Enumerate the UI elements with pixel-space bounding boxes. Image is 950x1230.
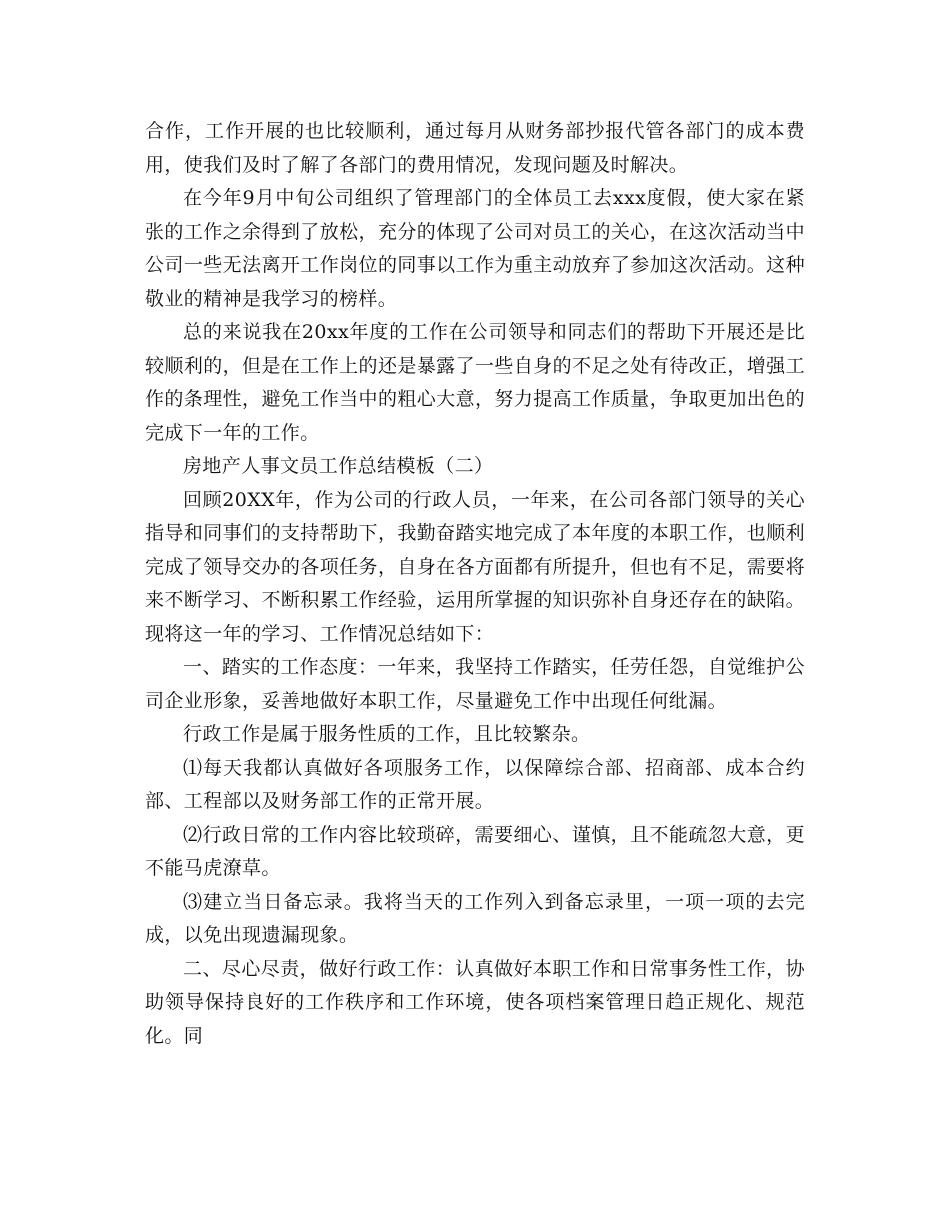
section-heading: 房地产人事文员工作总结模板（二） [183, 455, 494, 477]
paragraph-5: 回顾20XX年，作为公司的行政人员，一年来，在公司各部门领导的关心指导和同事们的支持帮助下，我勤奋踏实地完成了本年度的本职工作，也顺利完成了领导交办的各项任务，自身在各方面都有所提升，但也有不足，需要将来不断学习、不断积累工作经验，运用所掌握的知识弥补自身还存在的缺陷。现将这一年的学习、工作情况总结如下： [145, 488, 805, 645]
document-body [145, 115, 805, 1053]
list-item-3: ⑶建立当日备忘录。我将当天的工作列入到备忘录里，一项一项的去完成，以免出现遗漏现象。 [145, 890, 805, 946]
paragraph-2: 在今年9月中旬公司组织了管理部门的全体员工去xxx度假，使大家在紧张的工作之余得到了放松，充分的体现了公司对员工的关心，在这次活动当中公司一些无法离开工作岗位的同事以工作为重主动放弃了参加这次活动。这种敬业的精神是我学习的榜样。 [145, 187, 805, 310]
paragraph-6: 一、踏实的工作态度：一年来，我坚持工作踏实，任劳任怨，自觉维护公司企业形象，妥善地做好本职工作，尽量避免工作中出现任何纰漏。 [145, 656, 805, 712]
paragraph-1: 合作，工作开展的也比较顺利，通过每月从财务部抄报代管各部门的成本费用，使我们及时了解了各部门的费用情况，发现问题及时解决。 [145, 120, 805, 176]
paragraph-3: 总的来说我在20xx年度的工作在公司领导和同志们的帮助下开展还是比较顺利的，但是在工作上的还是暴露了一些自身的不足之处有待改正，增强工作的条理性，避免工作当中的粗心大意，努力提高工作质量，争取更加出色的完成下一年的工作。 [145, 321, 805, 444]
list-item-1: ⑴每天我都认真做好各项服务工作，以保障综合部、招商部、成本合约部、工程部以及财务部工作的正常开展。 [145, 756, 805, 812]
paragraph-11: 二、尽心尽责，做好行政工作：认真做好本职工作和日常事务性工作，协助领导保持良好的工作秩序和工作环境，使各项档案管理日趋正规化、规范化。同 [145, 957, 805, 1047]
paragraph-7: 行政工作是属于服务性质的工作，且比较繁杂。 [183, 723, 591, 745]
list-item-2: ⑵行政日常的工作内容比较琐碎，需要细心、谨慎，且不能疏忽大意，更不能马虎潦草。 [145, 823, 805, 879]
